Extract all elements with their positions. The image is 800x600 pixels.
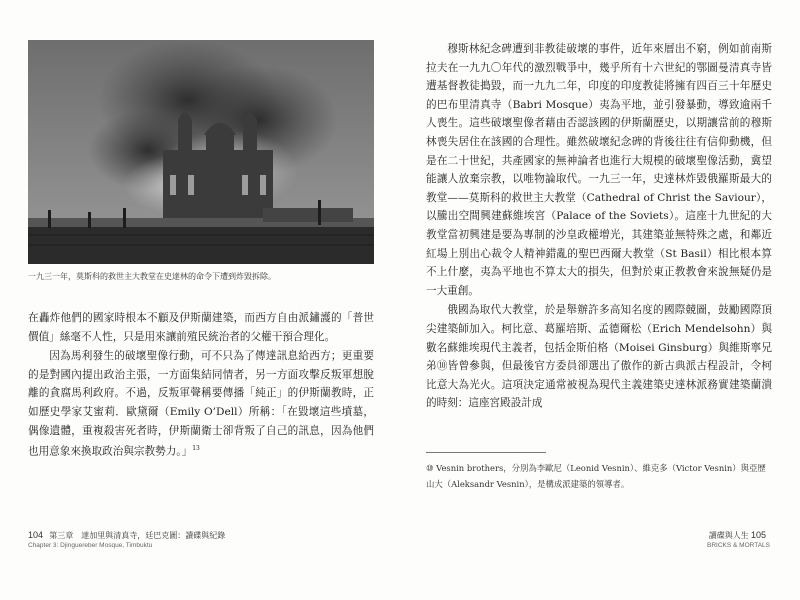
left-running-head-en: Chapter 3: Djinguereber Mosque, Timbuktu (28, 542, 153, 549)
left-page-number: 104 (28, 530, 44, 540)
left-paragraph-1: 在轟炸他們的國家時根本不顧及伊斯蘭建築，而西方自由派鏽護的「普世價值」絲毫不人性，只是用來讓前殖民統治者的父權干預合理化。 (28, 312, 374, 343)
right-running-head: 讀碟與人生 (708, 531, 749, 540)
left-paragraph-2 (28, 347, 374, 461)
right-page (400, 0, 800, 600)
right-paragraph-2: 俄國為取代大教堂，於是舉辦許多高知名度的國際競圖，鼓勵國際頂尖建築師加入。柯比意、葛羅培斯、孟德爾松（Erich Mendelsohn）與數名蘇維埃現代主義者，包括金斯伯格（Moisei Ginsburg）與維斯寧兄弟⑩皆曾參與，但最後官方委員卻選出了傲作的新古典派古程設計，令柯比意大為光火。這項決定通常被視為現代主義建築史達林派務實建築蘭潰的時刻：這座宮殿設計成 (426, 304, 772, 410)
footnote: ⑩ Vesnin brothers，分別為李歐尼（Leonid Vesnin）、維克多（Victor Vesnin）與亞歷山大（Aleksandr Vesnin），是構成派建築的領導者。 (426, 463, 766, 489)
right-folio (707, 530, 770, 551)
right-paragraph-1: 穆斯林紀念碑遭到非教徒破壞的事件，近年來層出不窮，例如前南斯拉夫在一九九〇年代的激烈戰爭中，幾乎所有十六世紀的鄂圖曼清真寺皆遭基督教徒搗毀，而一九九二年，印度的印度教徒將擁有四百三十年歷史的巴布里清真寺（Babri Mosque）夷為平地，並引發暴動，導致逾兩千人喪生。這些破壞聖像者藉由否認該國的伊斯蘭歷史，以期讓當前的穆斯林喪失居住在該國的合理性。雖然破壞紀念碑的背後往往有信仰動機，但是在二十世紀，共產國家的無神論者也進行大規模的破壞聖像活動，冀望能讓人放棄宗教，以唯物論取代。一九三一年，史達林炸毀俄羅斯最大的教堂——莫斯科的救世主大教堂（Cathedral of Christ the Saviour），以騰出空間興建蘇維埃宮（Palace of the Soviets）。這座十九世紀的大教堂當初興建是要為專制的沙皇政權增光，其建築並無特殊之處，和鄰近紅場上別出心裁令人精神錯亂的聖巴西爾大教堂（St Basil）相比根本算不上什麼，夷為平地也不算太大的損失，但對於東正教教會來說無疑仍是一大重創。 (426, 43, 772, 297)
photo-caption: 一九三一年，莫斯科的救世主大教堂在史達林的命令下遭到炸毀拆除。 (28, 272, 276, 281)
cathedral-demolition-photo (28, 40, 374, 264)
right-body-text (426, 40, 772, 414)
left-body-text (28, 309, 374, 462)
left-paragraph-2-text: 因為馬利發生的破壞聖像行動，可不只為了傳達訊息給西方；更重要的是對國內提出政治主張，一方面集結同情者，另一方面攻擊反叛軍想脫離的貪腐馬利政府。不過，反叛軍聲稱要傳播「純正」的伊斯蘭教時，正如歷史學家艾蜜莉．歐黛爾（Emily O’Dell）所稱：「在毀壞這些墳墓，偶像遺體，重複殺害死者時，伊斯蘭衛士卻背叛了自己的訊息，因為他們也用意象來換取政治與宗教勢力。」 (28, 350, 374, 458)
right-running-head-en: BRICKS & MORTALS (707, 542, 770, 549)
footnote-rule (426, 452, 546, 453)
right-page-number: 105 (750, 530, 766, 540)
left-folio (28, 530, 225, 551)
endnote-marker: 13 (192, 445, 200, 453)
left-running-head: 第三章 達加里與清真寺，廷巴克圖：讀碟與紀錄 (49, 531, 226, 540)
